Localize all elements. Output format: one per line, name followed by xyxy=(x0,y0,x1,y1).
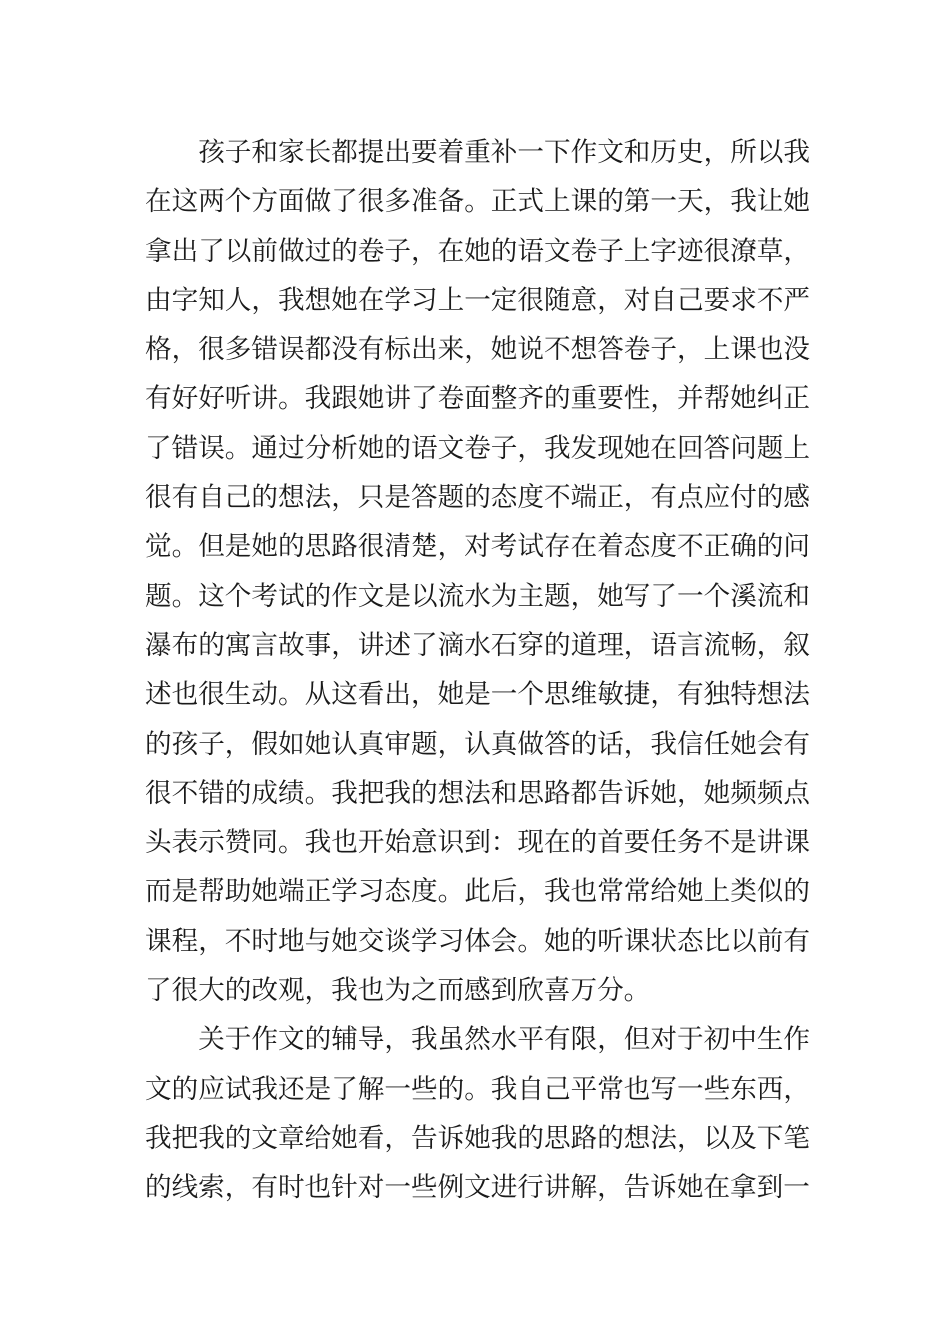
paragraph-1: 孩子和家长都提出要着重补一下作文和历史，所以我在这两个方面做了很多准备。正式上课的第一天，我让她拿出了以前做过的卷子，在她的语文卷子上字迹很潦草，由字知人，我想她在学习上一定很随意，对自己要求不严格，很多错误都没有标出来，她说不想答卷子，上课也没有好好听讲。我跟她讲了卷面整齐的重要性，并帮她纠正了错误。通过分析她的语文卷子，我发现她在回答问题上很有自己的想法，只是答题的态度不端正，有点应付的感觉。但是她的思路很清楚，对考试存在着态度不正确的问题。这个考试的作文是以流水为主题，她写了一个溪流和瀑布的寓言故事，讲述了滴水石穿的道理，语言流畅，叙述也很生动。从这看出，她是一个思维敏捷，有独特想法的孩子，假如她认真审题，认真做答的话，我信任她会有很不错的成绩。我把我的想法和思路都告诉她，她频频点头表示赞同。我也开始意识到：现在的首要任务不是讲课而是帮助她端正学习态度。此后，我也常常给她上类似的课程，不时地与她交谈学习体会。她的听课状态比以前有了很大的改观，我也为之而感到欣喜万分。 xyxy=(145,137,810,1007)
document-body xyxy=(145,128,810,1213)
paragraph-2: 关于作文的辅导，我虽然水平有限，但对于初中生作文的应试我还是了解一些的。我自己平常也写一些东西，我把我的文章给她看，告诉她我的思路的想法，以及下笔的线索，有时也针对一些例文进行讲解，告诉她在拿到一 xyxy=(145,1024,810,1204)
